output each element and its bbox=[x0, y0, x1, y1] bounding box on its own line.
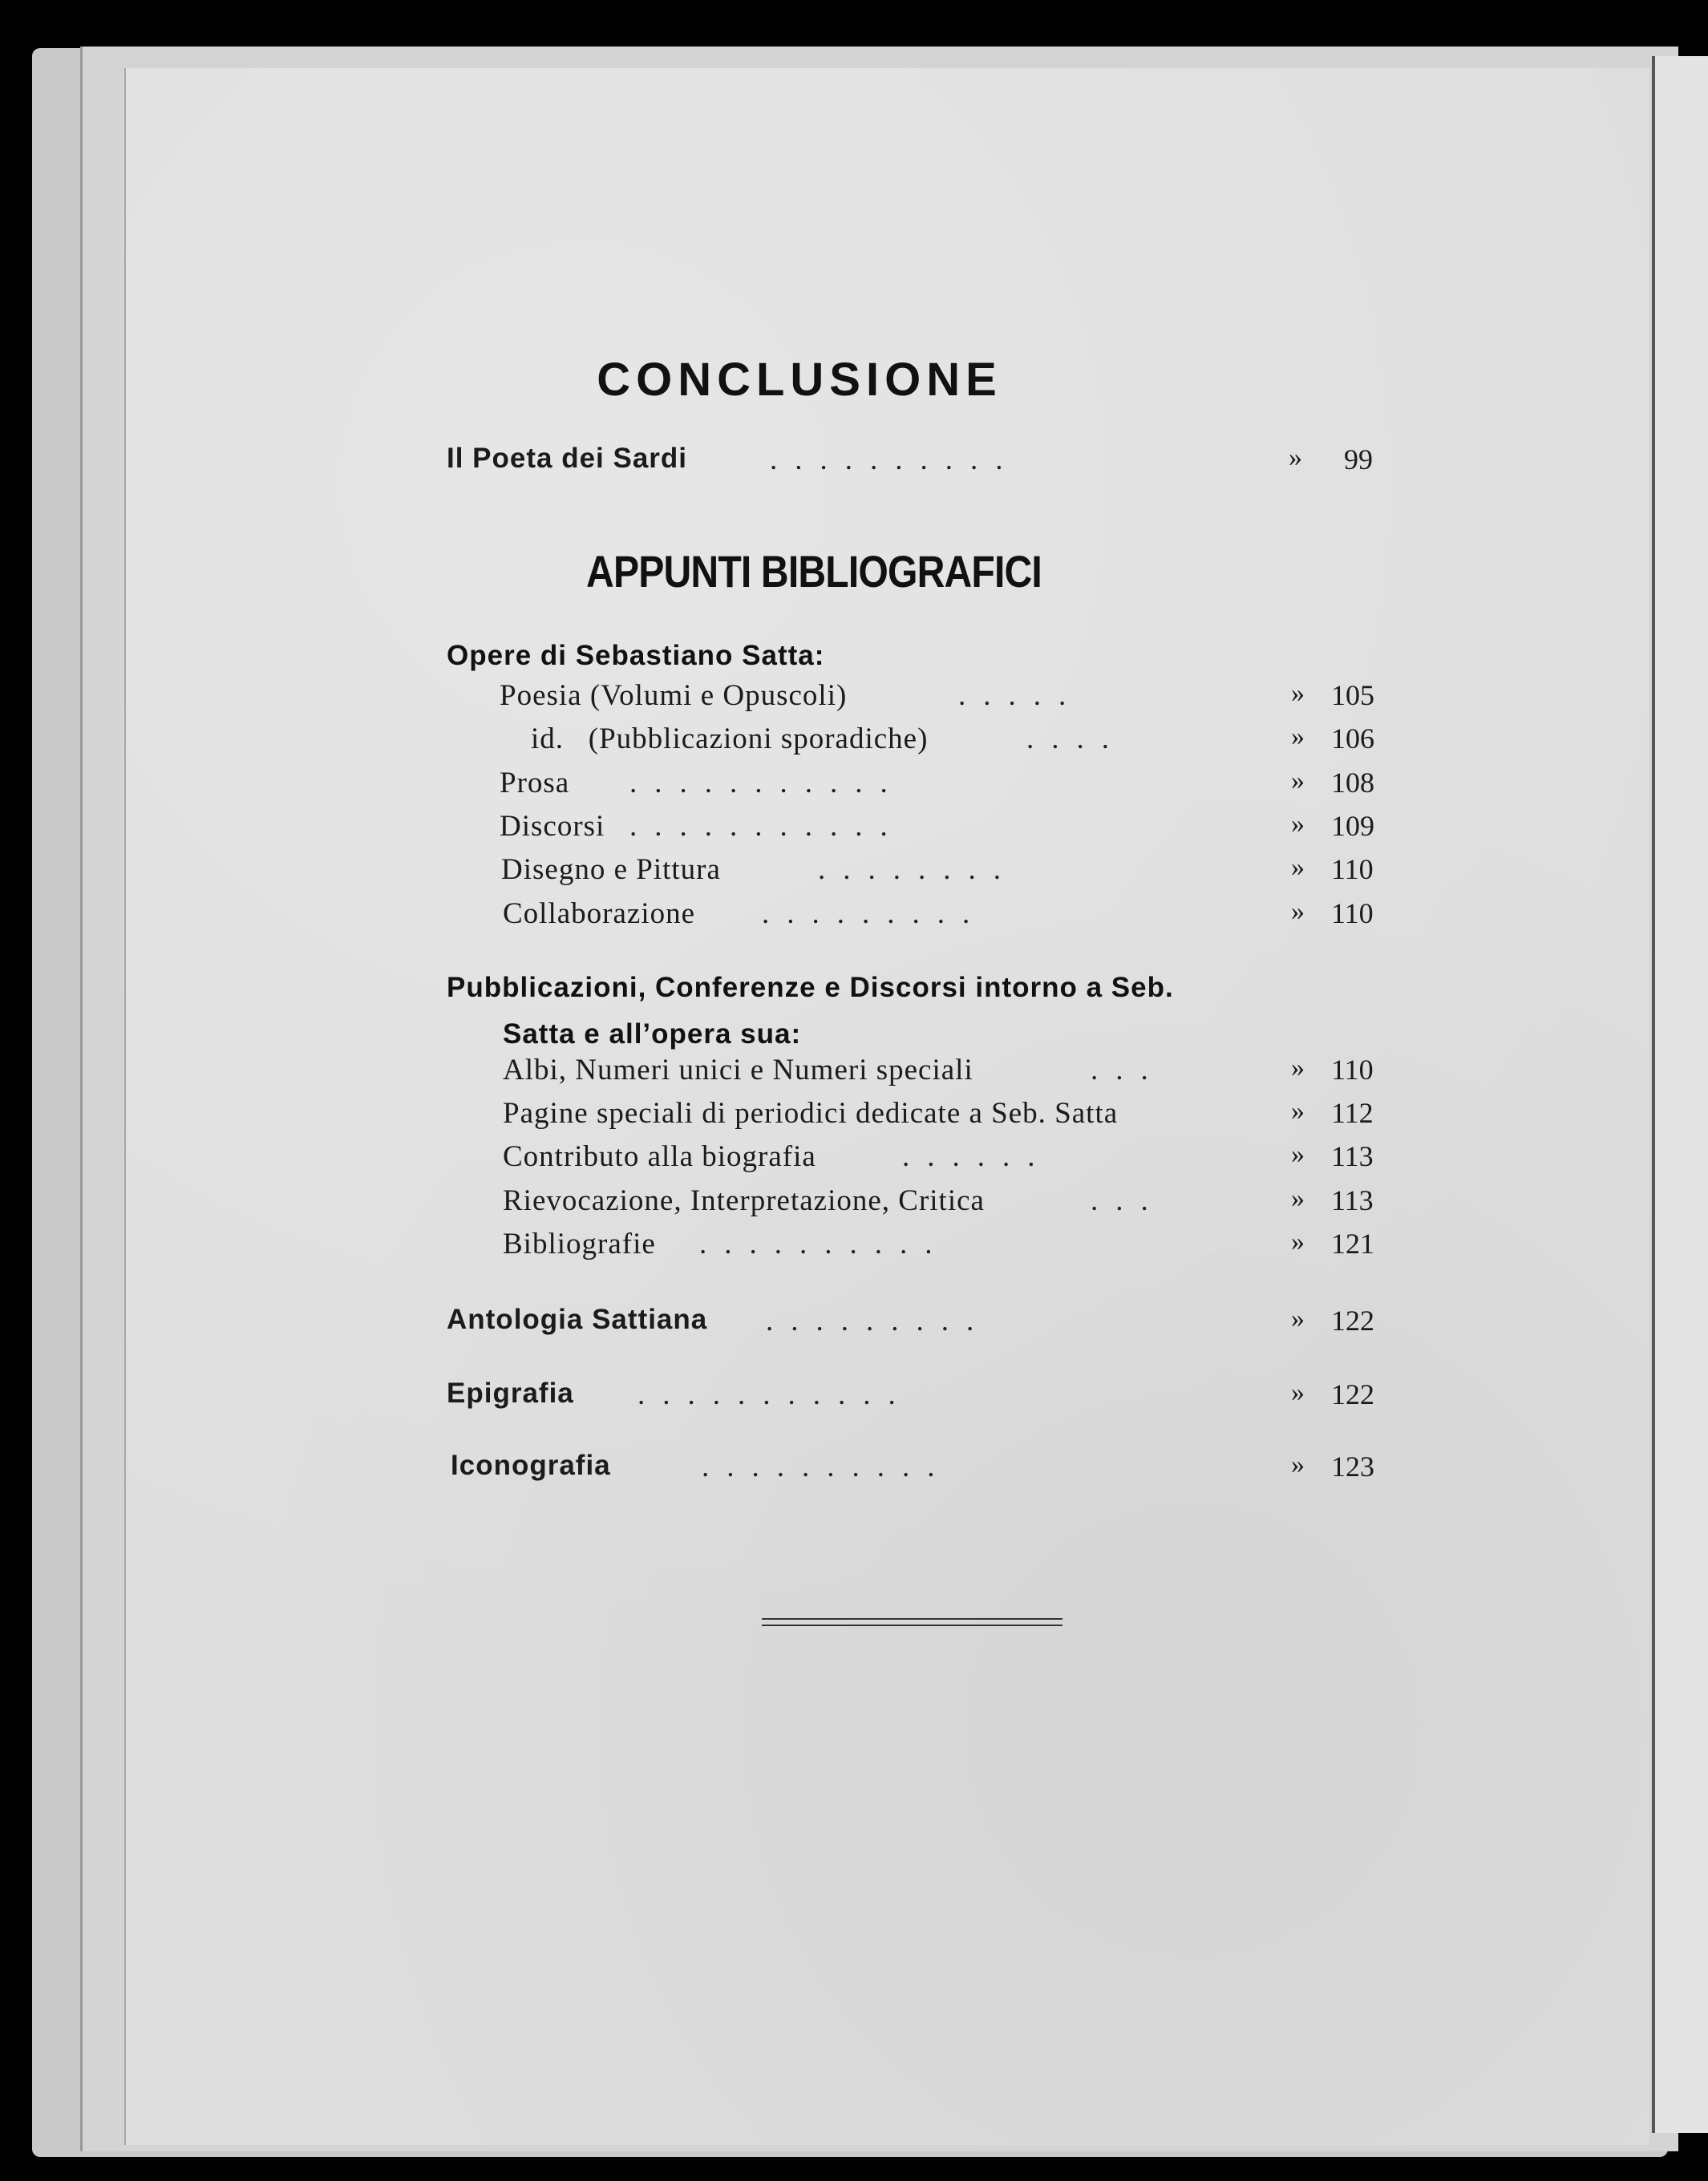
toc-entry bbox=[0, 1139, 1708, 1180]
toc-entry-label: Il Poeta dei Sardi bbox=[447, 443, 688, 474]
toc-entry-label: Bibliografie bbox=[503, 1228, 656, 1260]
page-marker: » bbox=[1291, 852, 1305, 882]
page-marker: » bbox=[1291, 896, 1305, 926]
page-number: 105 bbox=[1331, 679, 1374, 711]
toc-entry-label: Epigrafia bbox=[447, 1378, 574, 1409]
toc-entry bbox=[0, 852, 1708, 892]
toc-entry bbox=[0, 766, 1708, 806]
page-number: 106 bbox=[1331, 722, 1374, 755]
closing-rule-bottom bbox=[762, 1625, 1062, 1626]
toc-entry-label: Antologia Sattiana bbox=[447, 1304, 708, 1335]
toc-entry bbox=[0, 1184, 1708, 1224]
dot-leaders: ... bbox=[1091, 1054, 1166, 1086]
dot-leaders: ... bbox=[1091, 1184, 1166, 1217]
dot-leaders: .......... bbox=[699, 1228, 950, 1260]
dot-leaders: ........... bbox=[637, 1378, 913, 1411]
page-number: 122 bbox=[1331, 1378, 1374, 1410]
section-title-appunti: APPUNTI BIBLIOGRAFICI bbox=[586, 546, 1042, 597]
page-number: 110 bbox=[1331, 897, 1374, 929]
page-number: 121 bbox=[1331, 1228, 1374, 1260]
page-marker: » bbox=[1291, 1378, 1305, 1407]
toc-entry bbox=[0, 1227, 1708, 1267]
toc-entry-label: id. (Pubblicazioni sporadiche) bbox=[531, 722, 929, 755]
page-marker: » bbox=[1291, 1139, 1305, 1169]
page-number: 110 bbox=[1331, 853, 1374, 885]
toc-entry-epigrafia bbox=[0, 1378, 1708, 1418]
toc-entry-label: Rievocazione, Interpretazione, Critica bbox=[503, 1184, 985, 1217]
toc-entry bbox=[0, 722, 1708, 762]
toc-entry bbox=[0, 896, 1708, 937]
dot-leaders: ..... bbox=[958, 679, 1084, 712]
page-marker: » bbox=[1291, 1053, 1305, 1082]
toc-entry-label: Disegno e Pittura bbox=[501, 853, 721, 886]
toc-entry-antologia bbox=[0, 1304, 1708, 1344]
dot-leaders: .... bbox=[1026, 722, 1127, 755]
page-marker: » bbox=[1291, 766, 1305, 795]
toc-entry-label: Pagine speciali di periodici dedicate a Seb. Satta bbox=[503, 1097, 1119, 1130]
toc-entry-label: Iconografia bbox=[451, 1450, 611, 1481]
page-number: 109 bbox=[1331, 810, 1374, 842]
page-marker: » bbox=[1291, 678, 1305, 708]
heading-pubblicazioni: Pubblicazioni, Conferenze e Discorsi intorno a Seb. bbox=[447, 972, 1174, 1003]
page-number: 99 bbox=[1344, 443, 1373, 475]
dot-leaders: ........... bbox=[629, 810, 905, 843]
toc-entry-label: Discorsi bbox=[500, 810, 605, 843]
page-marker: » bbox=[1291, 809, 1305, 839]
dot-leaders: ........ bbox=[818, 853, 1018, 886]
toc-entry bbox=[0, 1053, 1708, 1093]
page-number: 112 bbox=[1331, 1097, 1374, 1129]
heading-opere: Opere di Sebastiano Satta: bbox=[447, 640, 825, 671]
page-marker: » bbox=[1291, 1096, 1305, 1126]
toc-entry-poeta-dei-sardi bbox=[0, 443, 1708, 483]
page-marker: » bbox=[1291, 722, 1305, 751]
toc-entry bbox=[0, 1096, 1708, 1136]
page-marker: » bbox=[1291, 1184, 1305, 1213]
toc-entry bbox=[0, 809, 1708, 849]
page-number: 122 bbox=[1331, 1305, 1374, 1337]
dot-leaders: ...... bbox=[902, 1140, 1053, 1173]
page-number: 108 bbox=[1331, 767, 1374, 799]
dot-leaders: .......... bbox=[702, 1451, 953, 1483]
dot-leaders: .......... bbox=[770, 443, 1021, 476]
toc-entry-label: Prosa bbox=[500, 767, 570, 799]
toc-entry-label: Contributo alla biografia bbox=[503, 1140, 816, 1173]
toc-entry-iconografia bbox=[0, 1450, 1708, 1490]
page-marker: » bbox=[1291, 1450, 1305, 1479]
closing-rule-top bbox=[762, 1618, 1062, 1620]
toc-entry-label: Collaborazione bbox=[503, 897, 696, 930]
page-number: 110 bbox=[1331, 1054, 1374, 1086]
page-marker: » bbox=[1291, 1304, 1305, 1333]
page-number: 113 bbox=[1331, 1140, 1374, 1172]
toc-entry-label: Poesia (Volumi e Opuscoli) bbox=[500, 679, 848, 712]
dot-leaders: ........... bbox=[629, 767, 905, 799]
page-number: 123 bbox=[1331, 1451, 1374, 1483]
dot-leaders: ......... bbox=[762, 897, 988, 930]
section-title-conclusione: CONCLUSIONE bbox=[597, 354, 1002, 406]
dot-leaders: ......... bbox=[766, 1305, 992, 1337]
toc-entry-label: Albi, Numeri unici e Numeri speciali bbox=[503, 1054, 973, 1086]
toc-entry bbox=[0, 678, 1708, 718]
heading-pubblicazioni-continued: Satta e all’opera sua: bbox=[503, 1018, 802, 1050]
page-marker: » bbox=[1289, 443, 1302, 472]
page-number: 113 bbox=[1331, 1184, 1374, 1216]
page-marker: » bbox=[1291, 1227, 1305, 1256]
